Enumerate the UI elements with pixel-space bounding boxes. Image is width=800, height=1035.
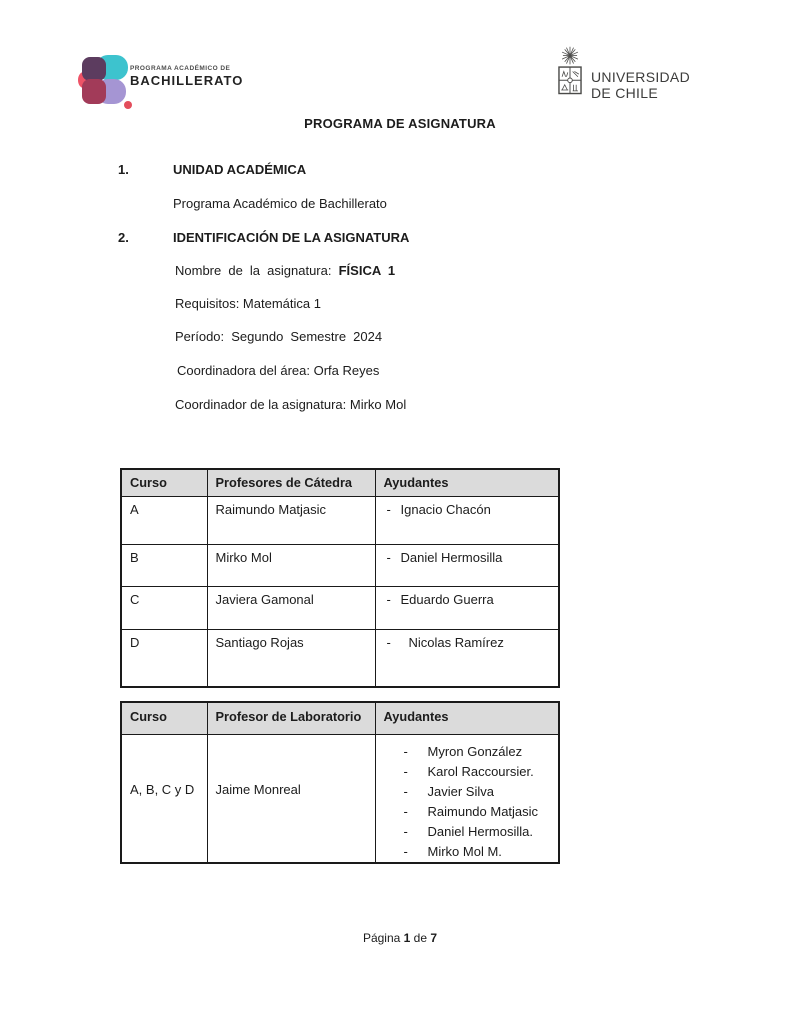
ayudante-item: - Myron González [376,742,559,762]
curso-cell: B [121,544,207,586]
footer-of-label: de [410,931,431,945]
footer-total-pages: 7 [430,931,438,945]
bachillerato-b-icon [78,53,134,109]
ayudante-item: - Nicolas Ramírez [376,635,555,650]
ayudante-item: - Ignacio Chacón [376,502,555,517]
profesor-cell: Santiago Rojas [207,629,375,687]
uchile-crest-icon [555,44,585,106]
logo-plum-shape [82,57,106,81]
ayudantes-cell [375,544,559,586]
section-1-number: 1. [118,162,129,177]
footer-page-label: Página [362,931,404,945]
profesor-cell: Javiera Gamonal [207,586,375,629]
catedra-header-curso: Curso [121,469,207,496]
ayudante-item: - Eduardo Guerra [376,592,555,607]
lab-header-curso: Curso [121,702,207,734]
universidad-de-chile-logo [555,44,690,106]
curso-cell: A, B, C y D [121,734,207,863]
profesor-cell: Raimundo Matjasic [207,496,375,544]
table-row [121,544,559,586]
catedra-table [120,468,560,688]
curso-cell: C [121,586,207,629]
logo-berry-shape [82,79,106,104]
table-row [121,586,559,629]
catedra-header-row [121,469,559,496]
laboratorio-header-row [121,702,559,734]
section-1-heading: UNIDAD ACADÉMICA [173,162,307,177]
bachillerato-tagline: PROGRAMA ACADÉMICO DE [130,65,231,72]
logo-red-dot-shape [124,101,132,109]
ayudante-item: - Mirko Mol M. [376,842,559,862]
profesor-cell: Mirko Mol [207,544,375,586]
field-nombre-asignatura [175,263,395,279]
document-title: PROGRAMA DE ASIGNATURA [304,116,496,131]
footer-page-number: 1 [403,931,411,945]
uchile-name-line1: UNIVERSIDAD [591,69,690,85]
table-row [121,734,559,863]
lab-header-profesor: Profesor de Laboratorio [207,702,375,734]
curso-cell: D [121,629,207,687]
nombre-label: Nombre de la asignatura: [175,263,332,278]
lab-header-ayudantes: Ayudantes [375,702,559,734]
section-1-body: Programa Académico de Bachillerato [173,196,387,211]
ayudante-item: - Raimundo Matjasic [376,802,559,822]
laboratorio-table [120,701,560,864]
ayudantes-list [376,742,559,862]
bachillerato-name: BACHILLERATO [130,73,244,88]
curso-cell: A [121,496,207,544]
section-2-heading: IDENTIFICACIÓN DE LA ASIGNATURA [173,230,410,245]
bachillerato-logo [78,53,398,111]
catedra-header-profesor: Profesores de Cátedra [207,469,375,496]
ayudantes-cell [375,586,559,629]
uchile-logo-text [591,44,690,106]
ayudante-item: - Javier Silva [376,782,559,802]
field-coordinadora-area: Coordinadora del área: Orfa Reyes [177,363,380,378]
table-row [121,629,559,687]
ayudante-item: - Daniel Hermosilla. [376,822,559,842]
section-2-number: 2. [118,230,129,245]
page-footer [0,931,800,945]
ayudantes-cell [375,496,559,544]
ayudantes-cell [375,629,559,687]
field-coordinador-asignatura: Coordinador de la asignatura: Mirko Mol [175,397,407,412]
ayudantes-cell [375,734,559,863]
bachillerato-logo-text [130,65,243,88]
table-row [121,496,559,544]
uchile-name-line2: DE CHILE [591,84,658,101]
nombre-value: FÍSICA 1 [338,263,396,278]
catedra-header-ayudantes: Ayudantes [375,469,559,496]
ayudante-item: - Karol Raccoursier. [376,762,559,782]
field-requisitos: Requisitos: Matemática 1 [175,296,321,311]
ayudante-item: - Daniel Hermosilla [376,550,555,565]
field-periodo: Período: Segundo Semestre 2024 [175,329,383,344]
profesor-cell: Jaime Monreal [207,734,375,863]
